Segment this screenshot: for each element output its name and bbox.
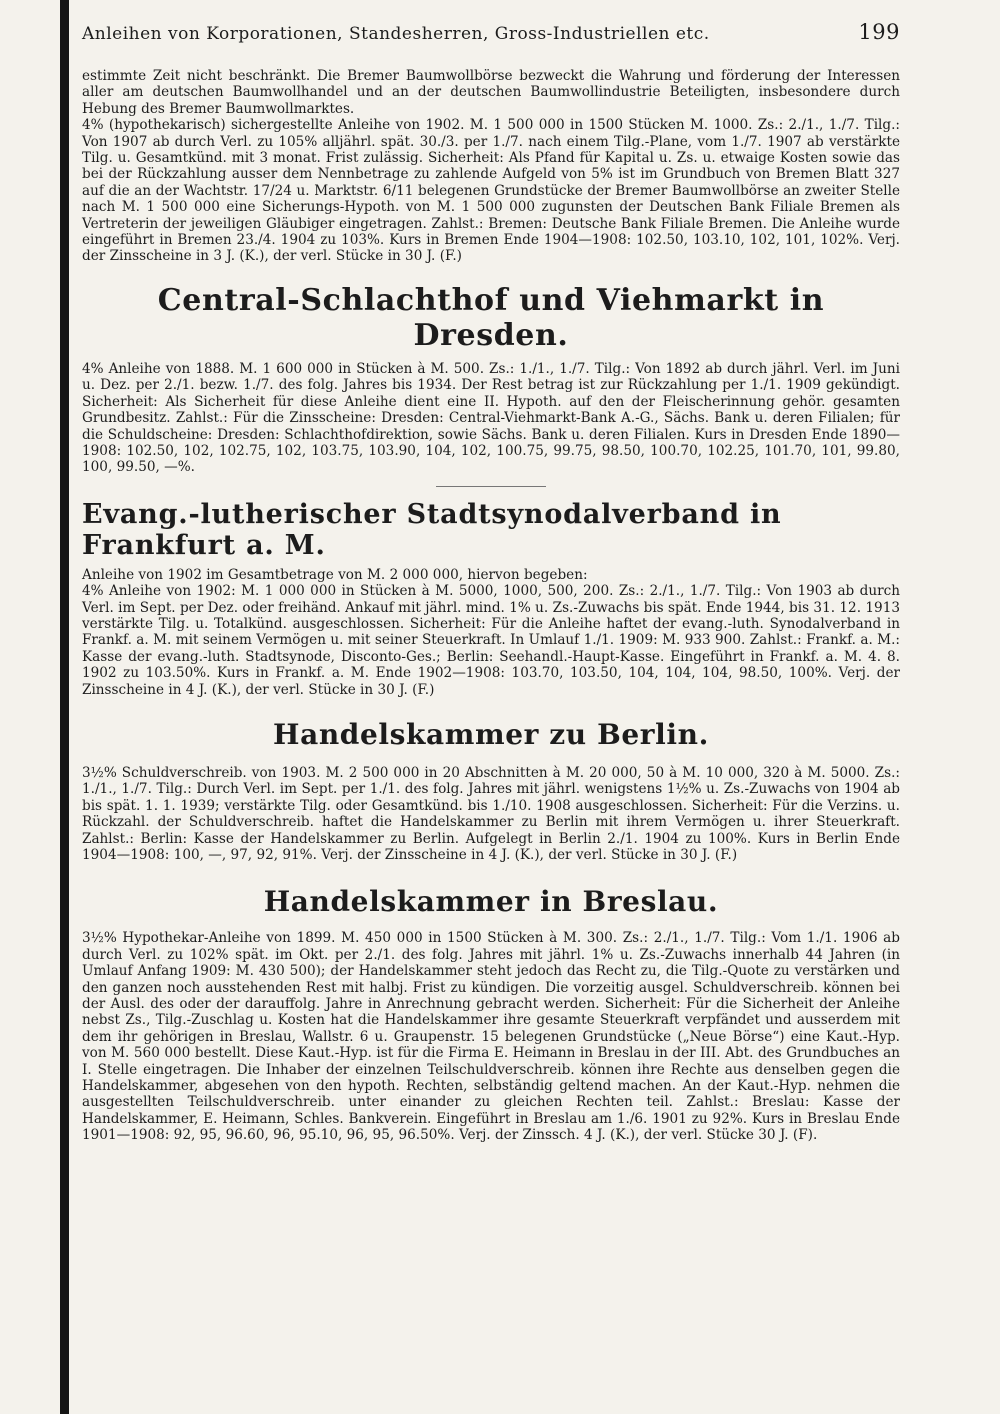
section-entry [82, 885, 900, 1143]
section-heading: Central-Schlachthof und Viehmarkt in Dresden. [157, 282, 825, 353]
paragraph: 4% Anleihe von 1902: M. 1 000 000 in Stücken à M. 5000, 1000, 500, 200. Zs.: 2./1., 1./7. Tilg.: Von 1903 ab durch Verl. im Sept. per Dez. oder freihänd. Ankauf mit jährl. mind. 1% u. Zs.-Zuwachs bis spät. Ende 1944, bis 31. 12. 1913 verstärkte Tilg. u. Totalkünd. ausgeschlossen. Sicherheit: Für die Anleihe haftet der evang.-luth. Synodalverband in Frankf. a. M. mit seinem Vermögen u. mit seiner Steuerkraft. In Umlauf 1./1. 1909: M. 933 900. Zahlst.: Frankf. a. M.: Kasse der evang.-luth. Stadtsynode, Disconto-Ges.; Berlin: Seehandl.-Haupt-Kasse. Eingeführt in Frankf. a. M. 4. 8. 1902 zu 103.50%. Kurs in Frankf. a. M. Ende 1902—1908: 103.70, 103.50, 104, 104, 104, 98.50, 100%. Verj. der Zinsscheine in 4 J. (K.), der verl. Stücke in 30 J. (F.) [82, 583, 900, 698]
section-entry [82, 499, 900, 698]
binding-edge [60, 0, 69, 1414]
paragraph: Anleihe von 1902 im Gesamtbetrage von M. 2 000 000, hiervon begeben: [82, 566, 588, 583]
section-divider [436, 486, 546, 487]
paragraph: 4% Anleihe von 1888. M. 1 600 000 in Stücken à M. 500. Zs.: 1./1., 1./7. Tilg.: Von 1892 ab durch jährl. Verl. im Juni u. Dez. per 2./1. bezw. 1./7. des folg. Jahres bis 1934. Der Rest betrag ist zur Rückzahlung per 1./1. 1909 gekündigt. Sicherheit: Als Sicherheit für diese Anleihe dient eine II. Hypoth. auf den der Fleischerinnung gehör. gesamten Grundbesitz. Zahlst.: Für die Zinsscheine: Dresden: Central-Viehmarkt-Bank A.-G., Sächs. Bank u. deren Filialen; für die Schuldscheine: Dresden: Schlachthofdirektion, sowie Sächs. Bank u. deren Filialen. Kurs in Dresden Ende 1890—1908: 102.50, 102, 102.75, 102, 103.75, 103.90, 104, 102, 100.75, 99.75, 98.50, 100.70, 102.25, 101.70, 101, 99.80, 100, 99.50, —%. [82, 360, 900, 476]
section-entry [82, 718, 900, 863]
page-body [82, 20, 900, 1144]
section-continuation [82, 68, 900, 265]
section-entry [82, 283, 900, 487]
page-number: 199 [858, 20, 900, 44]
paragraph: 3½% Schuldverschreib. von 1903. M. 2 500 000 in 20 Abschnitten à M. 20 000, 50 à M. 10 000, 320 à M. 5000. Zs.: 1./1., 1./7. Tilg.: Durch Verl. im Sept. per 1./1. des folg. Jahres mit jährl. wenigstens 1½% u. Zs.-Zuwachs von 1904 ab bis spät. 1. 1. 1939; verstärkte Tilg. oder Gesamtkünd. bis 1./10. 1908 ausgeschlossen. Sicherheit: Für die Verzins. u. Rückzahl. der Schuldverschreib. haftet die Handelskammer zu Berlin mit ihrem Vermögen u. ihrer Steuerkraft. Zahlst.: Berlin: Kasse der Handelskammer zu Berlin. Aufgelegt in Berlin 2./1. 1904 zu 100%. Kurs in Berlin Ende 1904—1908: 100, —, 97, 92, 91%. Verj. der Zinsscheine in 4 J. (K.), der verl. Stücke in 30 J. (F.) [82, 764, 900, 863]
section-heading: Evang.-lutherischer Stadtsynodalverband in Frankfurt a. M. [82, 498, 782, 561]
section-heading: Handelskammer in Breslau. [263, 885, 719, 919]
paragraph: 4% (hypothekarisch) sichergestellte Anleihe von 1902. M. 1 500 000 in 1500 Stücken M. 1000. Zs.: 2./1., 1./7. Tilg.: Von 1907 ab durch Verl. zu 105% alljährl. spät. 30./3. per 1./7. nach einem Tilg.-Plane, vom 1./7. 1907 ab verstärkte Tilg. u. Gesamtkünd. mit 3 monat. Frist zulässig. Sicherheit: Als Pfand für Kapital u. Zs. u. etwaige Kosten sowie das bei der Rückzahlung ausser dem Nennbetrage zu zahlende Aufgeld von 5% ist im Grundbuch von Bremen Blatt 327 auf die an der Wachtstr. 17/24 u. Marktstr. 6/11 belegenen Grundstücke der Bremer Baumwollbörse an zweiter Stelle nach M. 1 500 000 eine Sicherungs-Hypoth. von M. 1 500 000 zugunsten der Deutschen Bank Filiale Bremen als Vertreterin der jeweiligen Gläubiger eingetragen. Zahlst.: Bremen: Deutsche Bank Filiale Bremen. Die Anleihe wurde eingeführt in Bremen 23./4. 1904 zu 103%. Kurs in Bremen Ende 1904—1908: 102.50, 103.10, 102, 101, 102%. Verj. der Zinsscheine in 3 J. (K.), der verl. Stücke in 30 J. (F.) [82, 117, 900, 265]
running-head [82, 20, 900, 44]
paragraph: estimmte Zeit nicht beschränkt. Die Bremer Baumwollbörse bezweckt die Wahrung und förderung der Interessen aller am deutschen Baumwollhandel und an der deutschen Baumwollindustrie Beteiligten, insbesondere durch Hebung des Bremer Baumwollmarktes. [82, 68, 900, 117]
paragraph: 3½% Hypothekar-Anleihe von 1899. M. 450 000 in 1500 Stücken à M. 300. Zs.: 2./1., 1./7. Tilg.: Vom 1./1. 1906 ab durch Verl. zu 102% spät. im Okt. per 2./1. des folg. Jahres mit jährl. 1% u. Zs.-Zuwachs innerhalb 44 Jahren (in Umlauf Anfang 1909: M. 430 500); der Handelskammer steht jedoch das Recht zu, die Tilg.-Quote zu verstärken und den ganzen noch ausstehenden Rest mit halbj. Frist zu kündigen. Die vorzeitig ausgel. Schuldverschreib. können bei der Ausl. des oder der darauffolg. Jahre in Anrechnung gebracht werden. Sicherheit: Für die Sicherheit der Anleihe nebst Zs., Tilg.-Zuschlag u. Kosten hat die Handelskammer ihre gesamte Steuerkraft verpfändet und ausserdem mit dem ihr gehörigen in Breslau, Wallstr. 6 u. Graupenstr. 15 belegenen Grundstücke („Neue Börse“) eine Kaut.-Hyp. von M. 560 000 bestellt. Diese Kaut.-Hyp. ist für die Firma E. Heimann in Breslau in der III. Abt. des Grundbuches an I. Stelle eingetragen. Die Inhaber der einzelnen Teilschuldverschreib. können ihre Rechte aus denselben gegen die Handelskammer, abgesehen von den hypoth. Rechten, selbständig geltend machen. An der Kaut.-Hyp. nehmen die ausgestellten Teilschuldverschreib. unter einander zu gleichen Rechten teil. Zahlst.: Breslau: Kasse der Handelskammer, E. Heimann, Schles. Bankverein. Eingeführt in Breslau am 1./6. 1901 zu 92%. Kurs in Breslau Ende 1901—1908: 92, 95, 96.60, 96, 95.10, 96, 95, 96.50%. Verj. der Zinssch. 4 J. (K.), der verl. Stücke 30 J. (F). [82, 930, 900, 1144]
section-heading: Handelskammer zu Berlin. [273, 717, 709, 751]
running-title: Anleihen von Korporationen, Standesherren, Gross-Industriellen etc. [82, 24, 710, 44]
